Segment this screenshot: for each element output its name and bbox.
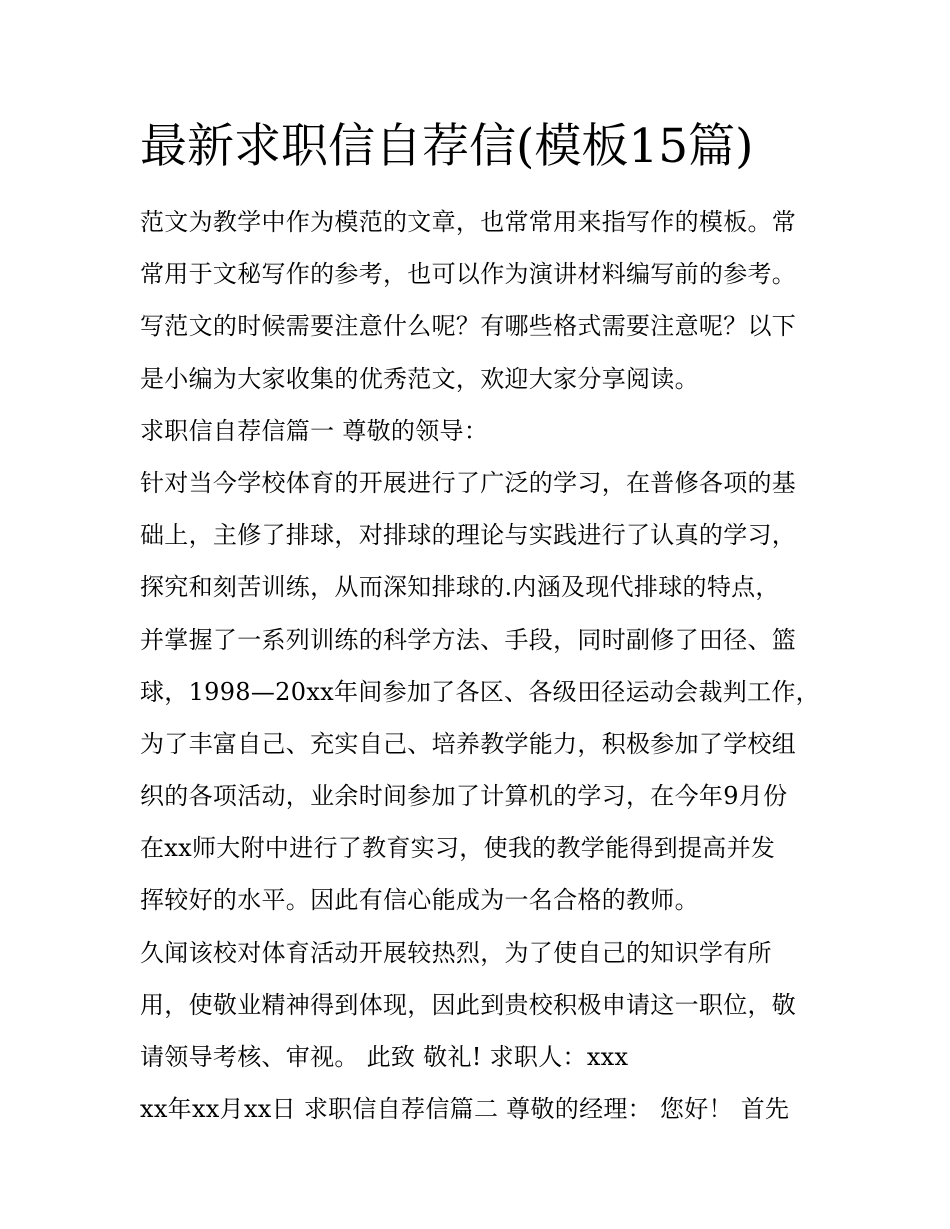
- text-line: 范文为教学中作为模范的文章，也常常用来指写作的模板。常: [140, 208, 797, 236]
- text-line: 是小编为大家收集的优秀范文，欢迎大家分享阅读。: [140, 364, 699, 393]
- text-line: 挥较好的水平。因此有信心能成为一名合格的教师。: [140, 886, 699, 915]
- text-line: 针对当今学校体育的开展进行了广泛的学习，在普修各项的基: [140, 468, 797, 497]
- document-body: [140, 196, 820, 1135]
- text-line: 球，1998—20xx年间参加了各区、各级田径运动会裁判工作，: [140, 677, 820, 706]
- section-heading: 求职信自荐信篇一 尊敬的领导：: [140, 416, 489, 445]
- text-line: 并掌握了一系列训练的科学方法、手段，同时副修了田径、篮: [140, 625, 797, 654]
- text-line: 久闻该校对体育活动开展较热烈，为了使自己的知识学有所: [140, 938, 772, 967]
- text-line: 织的各项活动，业余时间参加了计算机的学习，在今年9月份: [140, 782, 788, 811]
- document-title: 最新求职信自荐信(模板15篇): [140, 119, 754, 174]
- text-line: 础上，主修了排球，对排球的理论与实践进行了认真的学习，: [140, 521, 797, 550]
- text-line: 探究和刻苦训练，从而深知排球的.内涵及现代排球的特点，: [140, 573, 780, 602]
- text-line: 写范文的时候需要注意什么呢？有哪些格式需要注意呢？以下: [140, 312, 797, 341]
- text-line: 请领导考核、审视。 此致 敬礼! 求职人：xxx: [140, 1043, 629, 1071]
- text-line: 在xx师大附中进行了教育实习，使我的教学能得到提高并发: [140, 834, 776, 863]
- text-line: 常用于文秘写作的参考，也可以作为演讲材料编写前的参考。: [140, 260, 797, 289]
- text-line: xx年xx月xx日 求职信自荐信篇二 尊敬的经理： 您好！ 首先: [140, 1095, 790, 1124]
- text-line: 为了丰富自己、充实自己、培养教学能力，积极参加了学校组: [140, 729, 797, 758]
- text-line: 用，使敬业精神得到体现，因此到贵校积极申请这一职位，敬: [140, 990, 797, 1019]
